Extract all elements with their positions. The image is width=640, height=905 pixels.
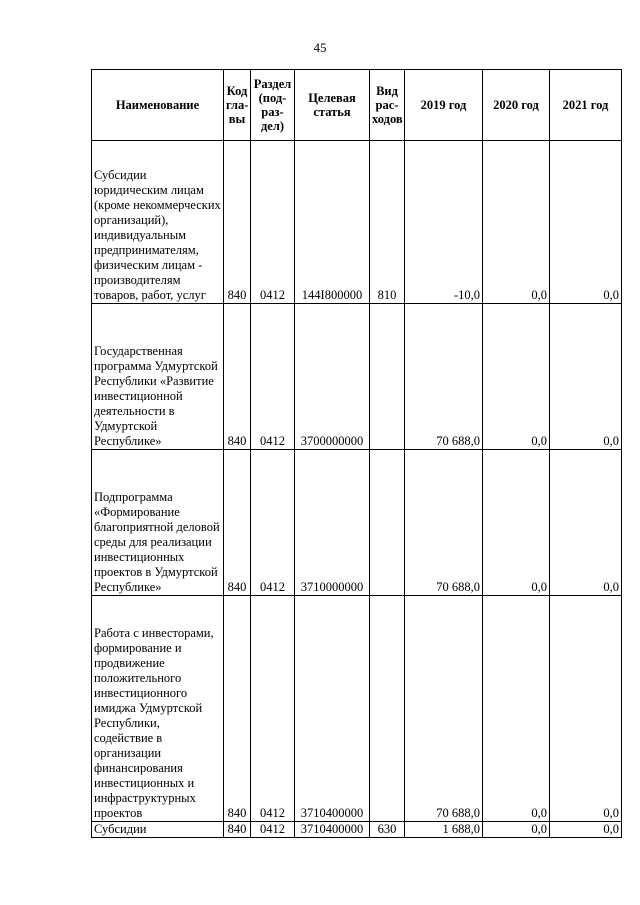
cell-statya: 3710400000: [295, 822, 370, 838]
cell-name: Субсидии юридическим лицам (кроме некоммерческих организаций), индивидуальным предпринимателям, физическим лицам - производителям товаров, работ, услуг: [92, 141, 224, 304]
table-row: [92, 304, 622, 450]
cell-2021: 0,0: [550, 822, 622, 838]
cell-razdel: 0412: [251, 450, 295, 596]
cell-2019: 70 688,0: [405, 596, 483, 822]
cell-razdel: 0412: [251, 304, 295, 450]
header-kod: Код гла-вы: [224, 70, 251, 141]
cell-2019: 1 688,0: [405, 822, 483, 838]
cell-kod: 840: [224, 304, 251, 450]
table-row: [92, 596, 622, 822]
cell-name: Подпрограмма «Формирование благоприятной деловой среды для реализации инвестиционных проектов в Удмуртской Республике»: [92, 450, 224, 596]
cell-2020: 0,0: [483, 304, 550, 450]
cell-razdel: 0412: [251, 596, 295, 822]
cell-2020: 0,0: [483, 450, 550, 596]
header-statya: Целевая статья: [295, 70, 370, 141]
header-2020: 2020 год: [483, 70, 550, 141]
cell-2019: -10,0: [405, 141, 483, 304]
budget-table: [91, 69, 622, 838]
cell-razdel: 0412: [251, 141, 295, 304]
cell-2020: 0,0: [483, 141, 550, 304]
table-row: [92, 141, 622, 304]
cell-statya: 3710000000: [295, 450, 370, 596]
cell-2021: 0,0: [550, 450, 622, 596]
cell-2019: 70 688,0: [405, 304, 483, 450]
cell-2021: 0,0: [550, 304, 622, 450]
page-number: 45: [313, 40, 327, 55]
table-row: [92, 450, 622, 596]
cell-kod: 840: [224, 450, 251, 596]
cell-vid: [370, 596, 405, 822]
cell-statya: 144I800000: [295, 141, 370, 304]
cell-vid: [370, 450, 405, 596]
table-row: [92, 822, 622, 838]
cell-statya: 3710400000: [295, 596, 370, 822]
header-razdel: Раздел (под-раз-дел): [251, 70, 295, 141]
cell-kod: 840: [224, 822, 251, 838]
header-vid: Вид рас-ходов: [370, 70, 405, 141]
cell-vid: 630: [370, 822, 405, 838]
cell-2021: 0,0: [550, 596, 622, 822]
cell-kod: 840: [224, 141, 251, 304]
header-2021: 2021 год: [550, 70, 622, 141]
cell-2020: 0,0: [483, 596, 550, 822]
cell-kod: 840: [224, 596, 251, 822]
cell-2020: 0,0: [483, 822, 550, 838]
cell-name: Субсидии: [92, 822, 224, 838]
cell-2021: 0,0: [550, 141, 622, 304]
cell-name: Государственная программа Удмуртской Республики «Развитие инвестиционной деятельности в Удмуртской Республике»: [92, 304, 224, 450]
cell-razdel: 0412: [251, 822, 295, 838]
cell-2019: 70 688,0: [405, 450, 483, 596]
cell-name: Работа с инвесторами, формирование и продвижение положительного инвестиционного имиджа Удмуртской Республики, содействие в организации финансирования инвестиционных и инфраструктурных проектов: [92, 596, 224, 822]
cell-vid: 810: [370, 141, 405, 304]
header-name: Наименование: [92, 70, 224, 141]
header-2019: 2019 год: [405, 70, 483, 141]
cell-statya: 3700000000: [295, 304, 370, 450]
cell-vid: [370, 304, 405, 450]
table-header-row: [92, 70, 622, 141]
